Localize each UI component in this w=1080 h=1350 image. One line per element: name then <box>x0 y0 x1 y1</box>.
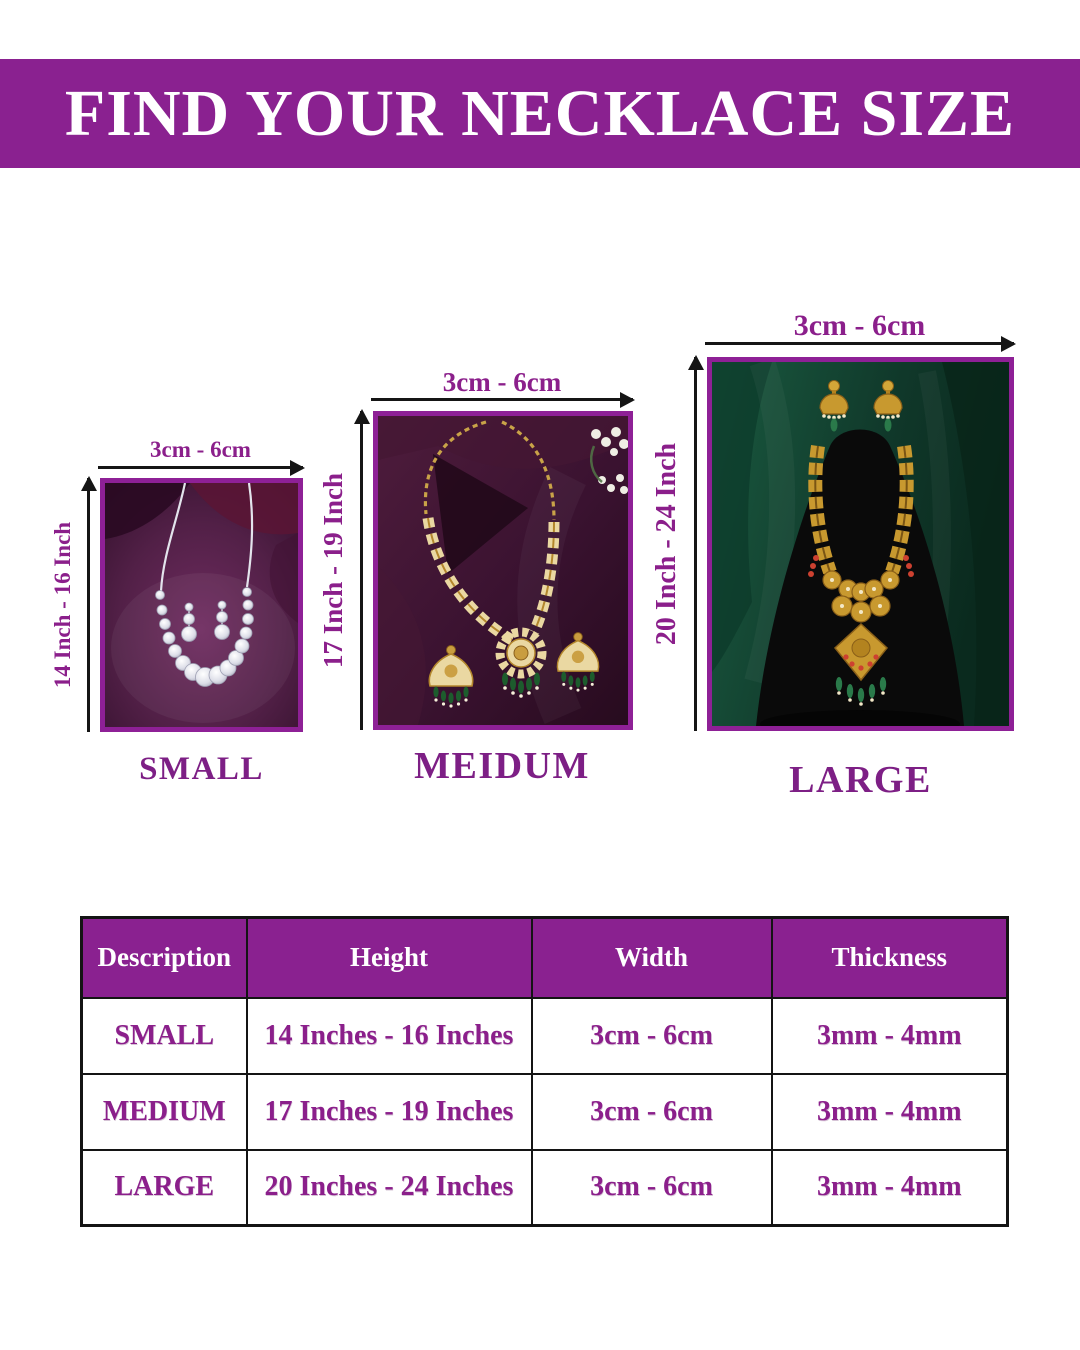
cell-large-description: LARGE <box>82 1150 247 1226</box>
small-width-range-label: 3cm - 6cm <box>150 437 251 462</box>
large-size-label: LARGE <box>789 759 932 801</box>
medium-height-arrow-icon <box>360 411 363 730</box>
large-height-range-wrap <box>642 357 692 731</box>
table-header-height: Height <box>247 918 532 998</box>
cell-medium-thickness: 3mm - 4mm <box>772 1074 1008 1150</box>
cell-medium-description: MEDIUM <box>82 1074 247 1150</box>
cell-large-height: 20 Inches - 24 Inches <box>247 1150 532 1226</box>
table-row-large <box>82 1150 1008 1226</box>
small-size-label: SMALL <box>139 751 264 787</box>
cell-small-height: 14 Inches - 16 Inches <box>247 998 532 1074</box>
cell-large-width: 3cm - 6cm <box>532 1150 772 1226</box>
small-height-range-wrap <box>40 478 86 732</box>
small-necklace-illustration <box>105 483 298 727</box>
medium-height-range-wrap <box>310 411 358 730</box>
small-width-arrow-icon <box>98 466 303 469</box>
medium-product-photo <box>373 411 633 730</box>
table-row-medium <box>82 1074 1008 1150</box>
table-row-small <box>82 998 1008 1074</box>
large-width-range-label: 3cm - 6cm <box>793 309 926 342</box>
small-height-arrow-icon <box>87 478 90 732</box>
cell-small-description: SMALL <box>82 998 247 1074</box>
large-height-arrow-icon <box>694 357 697 731</box>
size-table <box>80 916 1009 1227</box>
medium-width-range-label: 3cm - 6cm <box>442 367 562 397</box>
medium-width-arrow-icon <box>371 398 633 401</box>
large-width-arrow-icon <box>705 342 1014 345</box>
table-header-width: Width <box>532 918 772 998</box>
table-header-description: Description <box>82 918 247 998</box>
cell-small-width: 3cm - 6cm <box>532 998 772 1074</box>
medium-height-range-label: 17 Inch - 19 Inch <box>318 472 349 669</box>
cell-large-thickness: 3mm - 4mm <box>772 1150 1008 1226</box>
small-height-range-label: 14 Inch - 16 Inch <box>50 521 75 689</box>
table-header-row <box>82 918 1008 998</box>
table-header-thickness: Thickness <box>772 918 1008 998</box>
medium-necklace-illustration <box>378 416 628 725</box>
title-banner <box>0 59 1080 168</box>
medium-size-label: MEIDUM <box>414 745 590 787</box>
cell-medium-width: 3cm - 6cm <box>532 1074 772 1150</box>
cell-small-thickness: 3mm - 4mm <box>772 998 1008 1074</box>
large-height-range-label: 20 Inch - 24 Inch <box>651 442 683 646</box>
large-product-photo <box>707 357 1014 731</box>
small-product-photo <box>100 478 303 732</box>
page-title: FIND YOUR NECKLACE SIZE <box>64 76 1016 150</box>
cell-medium-height: 17 Inches - 19 Inches <box>247 1074 532 1150</box>
large-necklace-illustration <box>712 362 1009 726</box>
